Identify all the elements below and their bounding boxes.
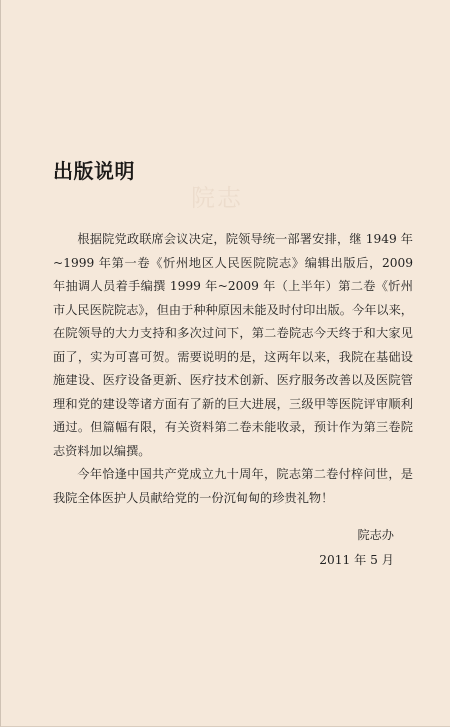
page-title: 出版说明 bbox=[53, 159, 135, 183]
paragraph-2: 今年恰逢中国共产党成立九十周年，院志第二卷付梓问世，是我院全体医护人员献给党的一份沉甸甸的珍贵礼物！ bbox=[53, 467, 413, 505]
paragraph-1: 根据院党政联席会议决定，院领导统一部署安排，继 1949 年~1999 年第一卷《忻州地区人民医院院志》编辑出版后，2009 年抽调人员着手编撰 1999 年~2009 年（上半年）第二卷《忻州市人民医院院志》，但由于种种原因未能及时付印出版。今年以来，在院领导的大力支持和多次过问下，第二卷院志今天终于和大家见面了，实为可喜可贺。需要说明的是，这两年以来，我院在基础设施建设、医疗设备更新、医疗技术创新、医疗服务改善以及医院管理和党的建设等诸方面有了新的巨大进展，三级甲等医院评审顺利通过。但篇幅有限，有关资料第二卷未能收录，预计作为第三卷院志资料加以编撰。 bbox=[53, 232, 413, 458]
body-text bbox=[53, 228, 413, 510]
signature-date: 2011 年 5 月 bbox=[319, 553, 394, 567]
signature-author: 院志办 bbox=[357, 528, 394, 542]
faint-watermark: 院志 bbox=[191, 184, 243, 212]
